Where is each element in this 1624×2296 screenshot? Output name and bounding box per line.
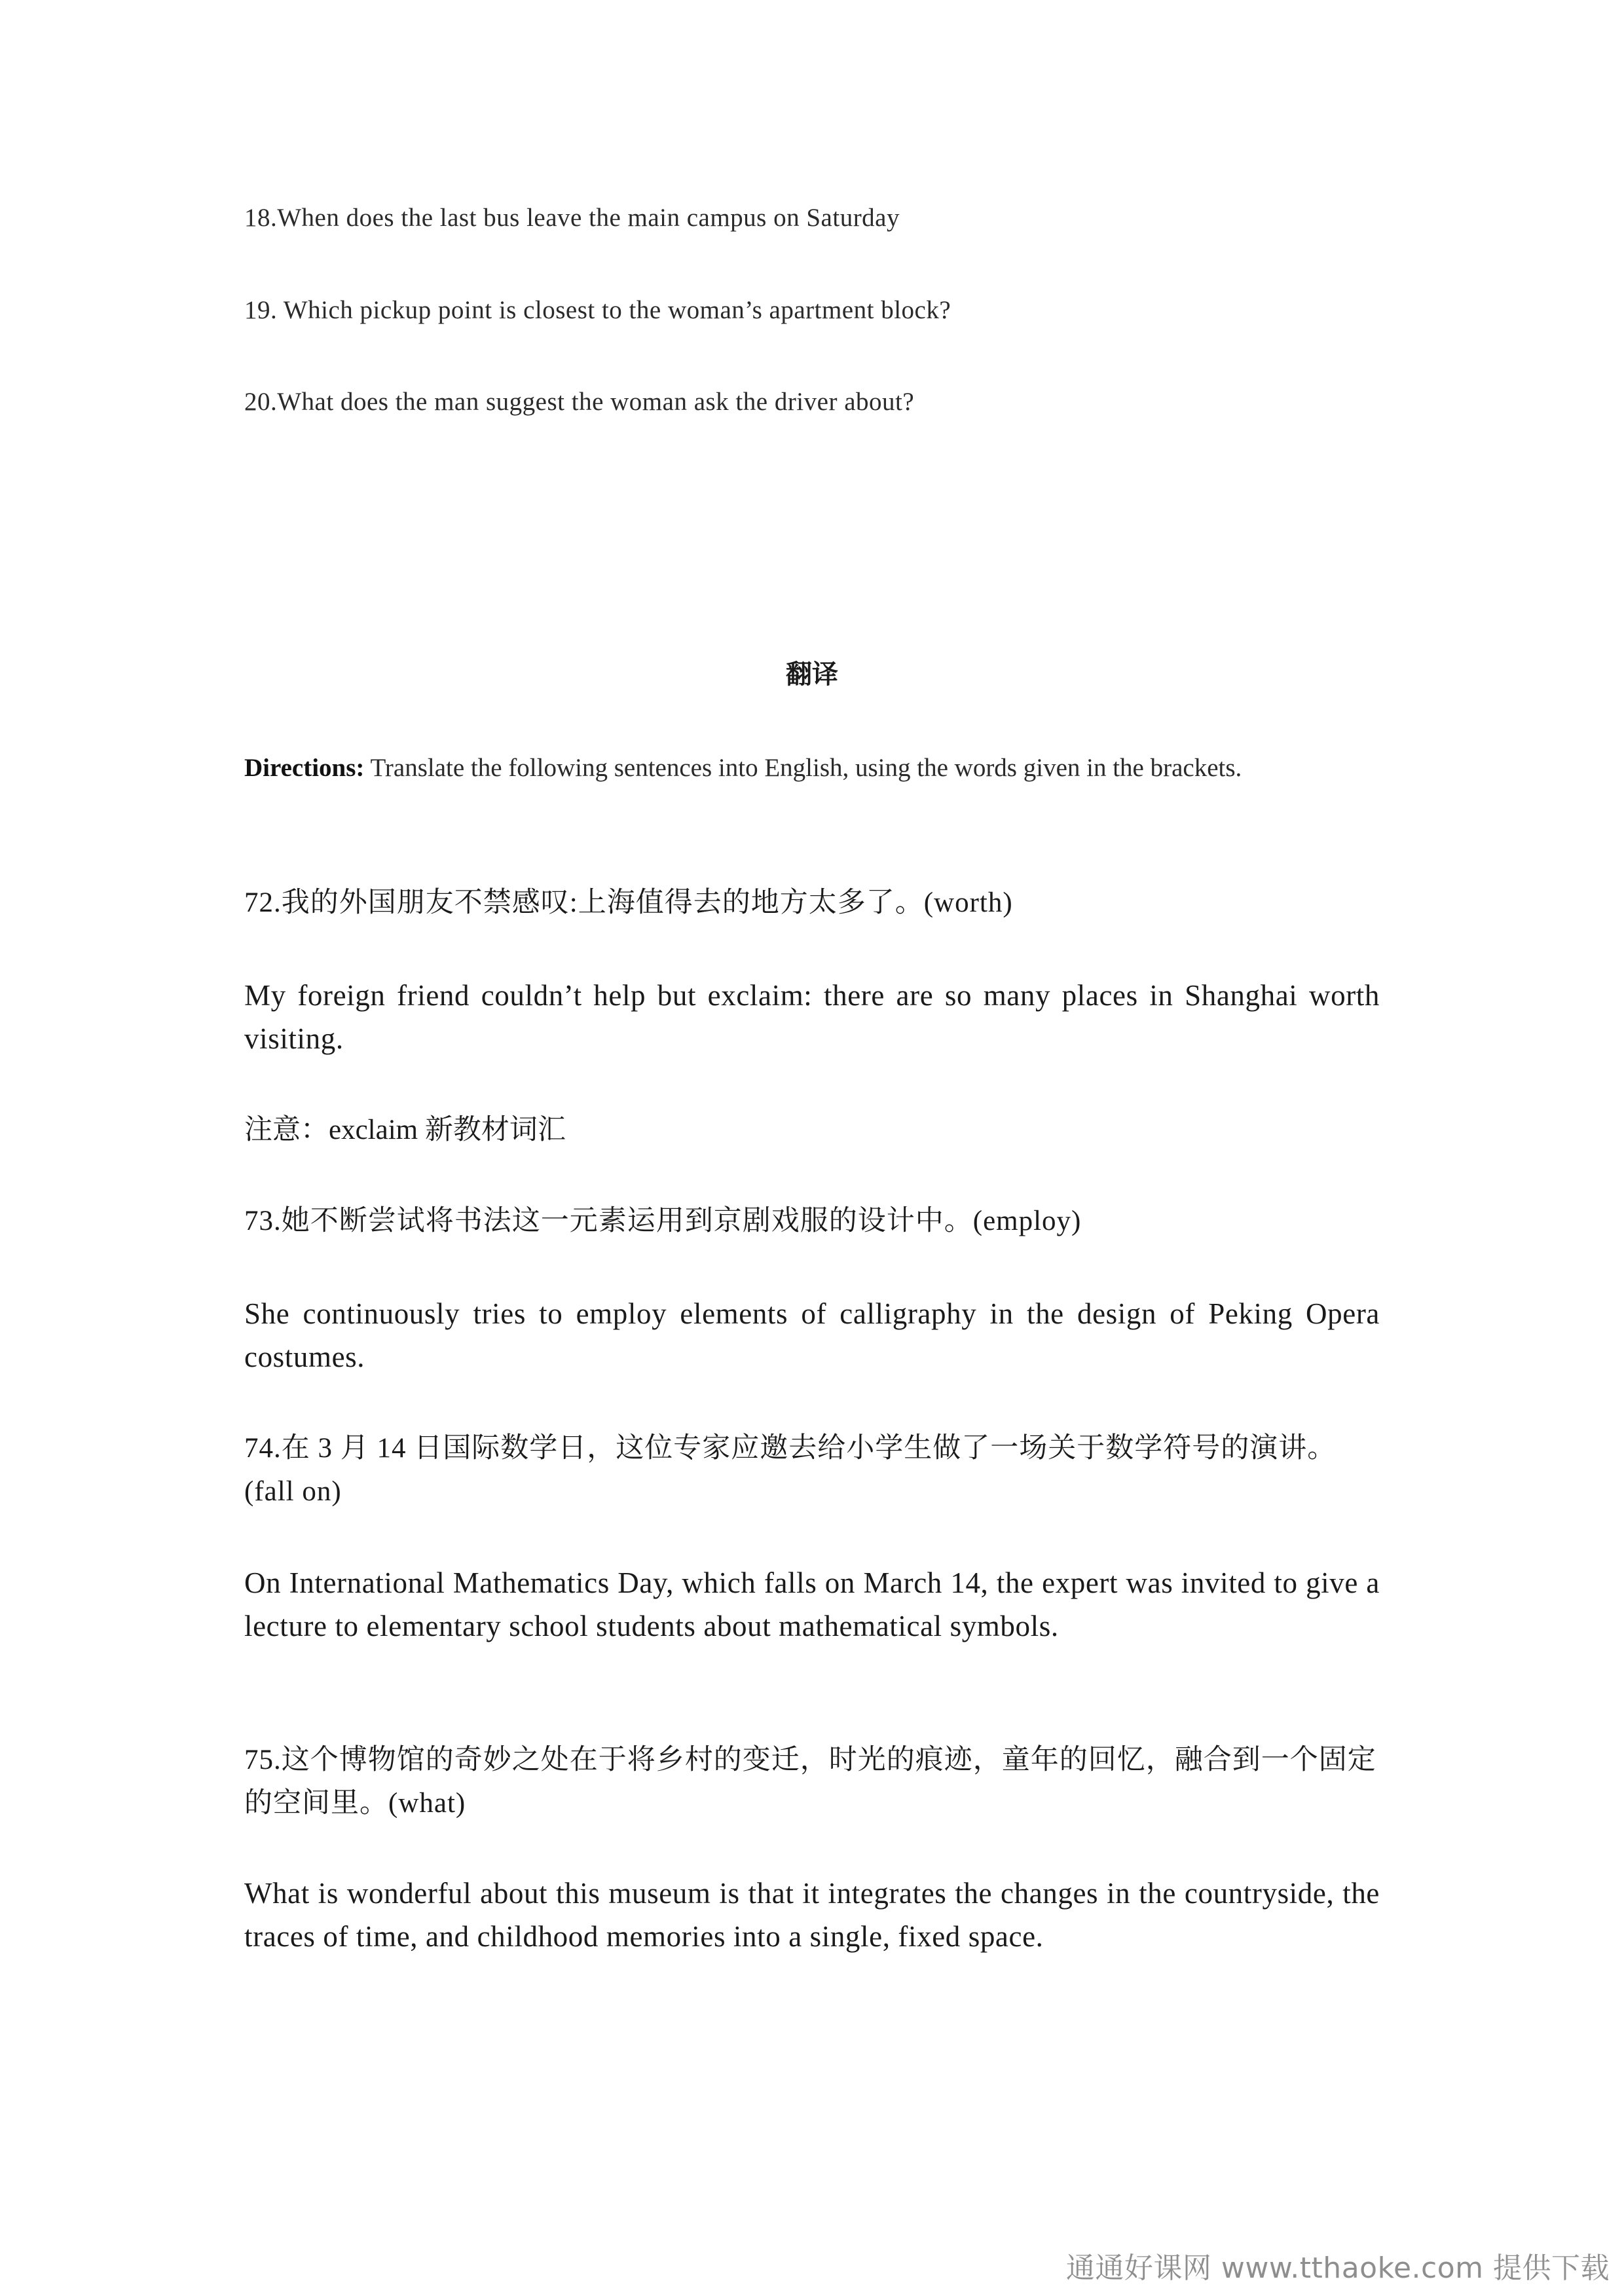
vocabulary-note: 注意：exclaim 新教材词汇 <box>244 1115 566 1145</box>
answer-73-english: She continuously tries to employ elements of calligraphy in the design of Peking Opera costumes. <box>244 1297 1380 1373</box>
listening-question-18: 18.When does the last bus leave the main campus on Saturday <box>244 204 900 232</box>
directions-text: Translate the following sentences into English, using the words given in the brackets. <box>364 754 1242 782</box>
question-72-chinese: 72.我的外国朋友不禁感叹:上海值得去的地方太多了。(worth) <box>244 887 1013 918</box>
directions-label: Directions: <box>244 754 365 782</box>
question-75-chinese: 75.这个博物馆的奇妙之处在于将乡村的变迁，时光的痕迹，童年的回忆，融合到一个固定的空间里。(what) <box>244 1745 1376 1819</box>
answer-75-english: What is wonderful about this museum is that it integrates the changes in the countryside, the traces of time, and childhood memories into a single, fixed space. <box>244 1877 1380 1953</box>
listening-question-20: 20.What does the man suggest the woman ask the driver about? <box>244 388 915 416</box>
watermark-text: 通通好课网 www.tthaoke.com 提供下载 <box>1065 2251 1610 2285</box>
answer-74-english: On International Mathematics Day, which falls on March 14, the expert was invited to give a lecture to elementary school students about mathematical symbols. <box>244 1566 1380 1642</box>
question-73-chinese: 73.她不断尝试将书法这一元素运用到京剧戏服的设计中。(employ) <box>244 1206 1082 1236</box>
question-74-chinese: 74.在 3 月 14 日国际数学日，这位专家应邀去给小学生做了一场关于数学符号的演讲。(fall on) <box>244 1433 1337 1507</box>
directions <box>244 747 1380 790</box>
answer-72-english: My foreign friend couldn’t help but exclaim: there are so many places in Shanghai worth visiting. <box>244 979 1380 1055</box>
listening-question-19: 19. Which pickup point is closest to the woman’s apartment block? <box>244 296 951 324</box>
section-title: 翻译 <box>786 659 838 690</box>
